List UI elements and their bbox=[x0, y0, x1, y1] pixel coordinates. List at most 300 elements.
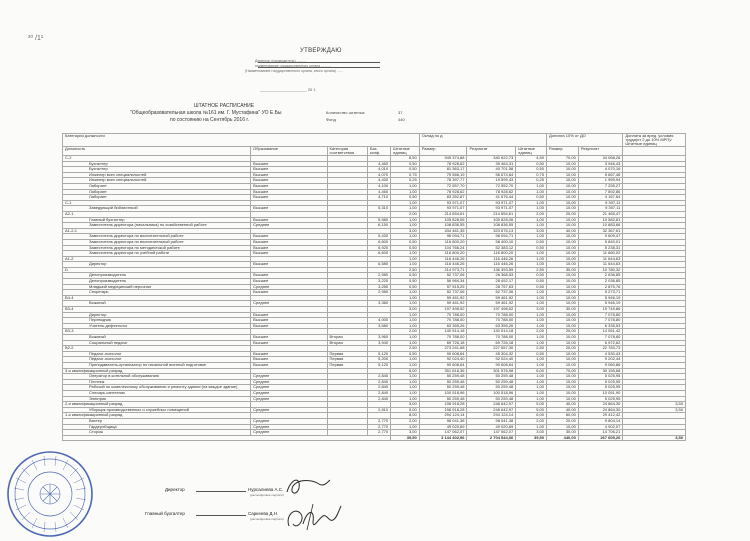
br-cell: 6 972,62 bbox=[578, 340, 623, 346]
position-cell: Электрик bbox=[63, 396, 251, 402]
res-cell: 40 701,58 bbox=[467, 167, 516, 173]
res-cell: 70 788,00 bbox=[467, 318, 516, 324]
size-cell: 59 461,92 bbox=[419, 301, 467, 307]
coef-cell: 3,360 bbox=[367, 301, 390, 307]
coef-cell: 5,120 bbox=[367, 362, 390, 368]
res-cell: 39 464,31 bbox=[467, 161, 516, 167]
edu-cell: Высшее bbox=[251, 290, 327, 296]
header-bonus-result: Результат bbox=[578, 147, 623, 156]
bz-cell: 40,00 bbox=[547, 402, 579, 408]
position-cell: Рабочий по комплексному обслуживанию и ремонту здания (на каждое здание) bbox=[63, 385, 251, 391]
bz-cell: 10,00 bbox=[547, 379, 579, 385]
category-cell: В3-3 bbox=[63, 329, 251, 335]
su-cell: 1,00 bbox=[391, 323, 420, 329]
approve-underline-2 bbox=[258, 67, 380, 68]
position-cell: Директор bbox=[63, 262, 251, 268]
size-cell: 96 094,71 bbox=[419, 234, 467, 240]
br-cell: 32 367,61 bbox=[578, 228, 623, 234]
bz-cell: 10,00 bbox=[547, 239, 579, 245]
bs-cell: 1,00 bbox=[516, 206, 547, 212]
coef-cell: 3,960 bbox=[367, 335, 390, 341]
res-cell: 72 552,70 bbox=[467, 183, 516, 189]
su-cell: 3,00 bbox=[391, 228, 420, 234]
res-cell: 26 368,53 bbox=[467, 273, 516, 279]
count-label-1: Количество штатных bbox=[326, 110, 365, 115]
bz-cell: 10,00 bbox=[547, 245, 579, 251]
doc-org: "Общеобразовательная школа №161 им. Г. Мустафина" УО Е.Бы bbox=[130, 110, 282, 116]
total-bonus-result: 267 605,20 bbox=[578, 435, 623, 441]
bz-cell: 10,00 bbox=[547, 374, 579, 380]
su-cell: 0,50 bbox=[391, 167, 420, 173]
coef-cell: 4,000 bbox=[367, 318, 390, 324]
category-cell: В4-4 bbox=[63, 295, 251, 301]
category-cell: В3-4 bbox=[63, 307, 251, 313]
su-cell: 2,50 bbox=[391, 267, 420, 273]
bs-cell: 1,00 bbox=[516, 357, 547, 363]
approve-date: _____________________ 20 1 bbox=[260, 87, 316, 92]
coef-cell: 4,430 bbox=[367, 178, 390, 184]
edu-cell: Высшее bbox=[251, 239, 327, 245]
bz-cell: 10,00 bbox=[547, 195, 579, 201]
su-cell: 1,00 bbox=[391, 295, 420, 301]
coef-cell: 2,840 bbox=[367, 396, 390, 402]
edu-cell: Высшее bbox=[251, 172, 327, 178]
edu-cell: Высшее bbox=[251, 262, 327, 268]
category-cell: А1-2-1 bbox=[63, 228, 251, 234]
bz-cell: 10,00 bbox=[547, 323, 579, 329]
size-cell: 70 788,00 bbox=[419, 318, 467, 324]
edu-cell: Высшее bbox=[251, 318, 327, 324]
coef-cell: 4,070 bbox=[367, 172, 390, 178]
size-cell: 93 971,07 bbox=[419, 200, 467, 206]
su-cell: 3,00 bbox=[391, 430, 420, 436]
br-cell: 24 864,30 bbox=[578, 402, 623, 408]
category-cell: 1-я квалификационный разряд bbox=[63, 413, 251, 419]
bs-cell: 0,50 bbox=[516, 161, 547, 167]
su-cell: 0,50 bbox=[391, 273, 420, 279]
res-cell: 116 446,26 bbox=[467, 256, 516, 262]
edu-cell: Высшее bbox=[251, 167, 327, 173]
position-cell: Инженер всех специальностей bbox=[63, 172, 251, 178]
bs-cell: 1,00 bbox=[516, 318, 547, 324]
coef-cell: 4,460 bbox=[367, 161, 390, 167]
coef-cell: 2,840 bbox=[367, 379, 390, 385]
size-cell: 90 608,64 bbox=[419, 362, 467, 368]
bs-cell: 2,50 bbox=[516, 346, 547, 352]
br-cell: 11 644,63 bbox=[578, 256, 623, 262]
br-cell: 10 051,90 bbox=[578, 390, 623, 396]
su-cell: 0,50 bbox=[391, 351, 420, 357]
size-cell: 197 498,52 bbox=[419, 307, 467, 313]
edu-cell: Среднее bbox=[251, 390, 327, 396]
size-cell: 78 928,62 bbox=[419, 189, 467, 195]
coef-cell: 3,220 bbox=[367, 279, 390, 285]
position-cell: Делопроизводитель bbox=[63, 279, 251, 285]
bz-cell: 10,00 bbox=[547, 273, 579, 279]
table-header bbox=[63, 134, 686, 156]
res-cell: 227 557,30 bbox=[467, 346, 516, 352]
signature-line-accountant bbox=[196, 515, 246, 516]
coef-cell: 6,150 bbox=[367, 223, 390, 229]
size-cell: 116 446,26 bbox=[419, 256, 467, 262]
position-cell: Лаборант bbox=[63, 189, 251, 195]
res-cell: 214 654,61 bbox=[467, 211, 516, 217]
official-stamp bbox=[4, 448, 96, 540]
coef-cell: 6,600 bbox=[367, 251, 390, 257]
bs-cell: 1,00 bbox=[516, 335, 547, 341]
res-cell: 294 124,14 bbox=[467, 413, 516, 419]
approve-underline-1 bbox=[258, 62, 380, 63]
bs-cell: 0,50 bbox=[516, 351, 547, 357]
res-cell: 58 400,10 bbox=[467, 239, 516, 245]
size-cell: 52 737,06 bbox=[419, 290, 467, 296]
bs-cell: 1,00 bbox=[516, 295, 547, 301]
bs-cell: 1,00 bbox=[516, 183, 547, 189]
category-cell: 2-я квалификационный разряд bbox=[63, 402, 251, 408]
director-handwritten-signature bbox=[283, 474, 333, 500]
size-cell: 116 800,20 bbox=[419, 239, 467, 245]
res-cell: 147 062,07 bbox=[467, 430, 516, 436]
bs-cell: 1,00 bbox=[516, 223, 547, 229]
su-cell: 0,25 bbox=[391, 178, 420, 184]
res-cell: 41 676,44 bbox=[467, 195, 516, 201]
size-cell: 108 836,55 bbox=[419, 223, 467, 229]
su-cell: 2,00 bbox=[391, 418, 420, 424]
header-size: Размер bbox=[419, 147, 467, 156]
size-cell: 434 461,35 bbox=[419, 228, 467, 234]
category-cell: С-2 bbox=[63, 156, 251, 162]
signature-sub-accountant: (расшифровка подписи) bbox=[250, 517, 284, 521]
bs-cell: 1,00 bbox=[516, 262, 547, 268]
res-cell: 116 800,20 bbox=[467, 251, 516, 257]
bz-cell: 10,00 bbox=[547, 312, 579, 318]
bz-cell: 10,00 bbox=[547, 172, 579, 178]
res-cell: 116 446,26 bbox=[467, 262, 516, 268]
bz-cell: 10,00 bbox=[547, 178, 579, 184]
signature-role-accountant: Главный бухгалтер bbox=[145, 511, 185, 516]
size-cell: 90 608,64 bbox=[419, 351, 467, 357]
position-cell: Гардеробщица bbox=[63, 424, 251, 430]
bz-cell: 60,00 bbox=[547, 413, 579, 419]
bs-cell: 1,00 bbox=[516, 256, 547, 262]
res-cell: 69 726,18 bbox=[467, 340, 516, 346]
br-cell: 10 883,66 bbox=[578, 223, 623, 229]
res-cell: 45 304,32 bbox=[467, 351, 516, 357]
bs-cell: 0,25 bbox=[516, 178, 547, 184]
size-cell: 50 259,48 bbox=[419, 379, 467, 385]
br-cell: 5 946,19 bbox=[578, 301, 623, 307]
br-cell: 1 959,94 bbox=[578, 178, 623, 184]
br-cell: 11 644,63 bbox=[578, 262, 623, 268]
br-cell: 9 060,86 bbox=[578, 362, 623, 368]
size-cell: 70 788,00 bbox=[419, 335, 467, 341]
su-cell: 0,50 bbox=[391, 279, 420, 285]
bs-cell: 0,50 bbox=[516, 279, 547, 285]
bz-cell: 10,00 bbox=[547, 217, 579, 223]
res-cell: 70 788,00 bbox=[467, 335, 516, 341]
header-result: Результат bbox=[467, 147, 516, 156]
coef-cell: 2,840 bbox=[367, 390, 390, 396]
position-cell: Заместитель директора по воспитательной работе bbox=[63, 239, 251, 245]
bs-cell: 1,00 bbox=[516, 396, 547, 402]
category-cell: А2-1 bbox=[63, 211, 251, 217]
su-cell: 1,00 bbox=[391, 290, 420, 296]
su-cell: 1,00 bbox=[391, 262, 420, 268]
category-cell: А1-2 bbox=[63, 256, 251, 262]
bz-cell: 10,00 bbox=[547, 256, 579, 262]
coef-cell: 5,310 bbox=[367, 206, 390, 212]
br-cell: 4 902,07 bbox=[578, 424, 623, 430]
res-cell: 96 094,71 bbox=[467, 234, 516, 240]
header-staff-units: Штатные единиц bbox=[391, 147, 420, 156]
edu-cell: Высшее bbox=[251, 335, 327, 341]
size-cell: 81 363,17 bbox=[419, 167, 467, 173]
br-cell: 9 804,14 bbox=[578, 418, 623, 424]
bs-cell: 1,00 bbox=[516, 251, 547, 257]
bs-cell: 6,00 bbox=[516, 368, 547, 374]
header-category: Категория должности bbox=[63, 134, 420, 147]
size-cell: 69 726,18 bbox=[419, 340, 467, 346]
bs-cell: 1,00 bbox=[516, 340, 547, 346]
res-cell: 100 518,96 bbox=[467, 390, 516, 396]
su-cell: 5,00 bbox=[391, 402, 420, 408]
edu-cell: Высшее bbox=[251, 251, 327, 257]
edu-cell: Среднее bbox=[251, 284, 327, 290]
coef-cell: 2,770 bbox=[367, 418, 390, 424]
bz-cell: 10,00 bbox=[547, 234, 579, 240]
bs-cell: 1,00 bbox=[516, 189, 547, 195]
bs-cell: 0,50 bbox=[516, 195, 547, 201]
edu-cell: Среднее bbox=[251, 379, 327, 385]
bz-cell: 10,00 bbox=[547, 279, 579, 285]
su-cell: 1,00 bbox=[391, 189, 420, 195]
position-cell: Младший медицинский персонал bbox=[63, 284, 251, 290]
br-cell: 5 025,95 bbox=[578, 396, 623, 402]
staff-table bbox=[62, 133, 686, 441]
bz-cell: 10,00 bbox=[547, 262, 579, 268]
res-cell: 248 642,97 bbox=[467, 407, 516, 413]
size-cell: 56 984,34 bbox=[419, 279, 467, 285]
bs-cell: 1,00 bbox=[516, 323, 547, 329]
br-cell: 4 167,64 bbox=[578, 195, 623, 201]
coef-cell: 4,010 bbox=[367, 167, 390, 173]
size-cell: 351 616,36 bbox=[419, 368, 467, 374]
position-cell: Учитель-дефектолог bbox=[63, 323, 251, 329]
br-cell: 10 582,81 bbox=[578, 217, 623, 223]
edu-cell: Высшее bbox=[251, 217, 327, 223]
su-cell: 6,00 bbox=[391, 368, 420, 374]
header-position: Должность bbox=[63, 147, 251, 156]
bs-cell: 0,50 bbox=[516, 245, 547, 251]
category-cell: D bbox=[63, 267, 251, 273]
size-cell: 92 024,40 bbox=[419, 357, 467, 363]
position-cell: Бухгалтер bbox=[63, 161, 251, 167]
res-cell: 98 041,38 bbox=[467, 418, 516, 424]
total-size: 3 144 402,96 bbox=[419, 435, 467, 441]
res-cell: 248 642,97 bbox=[467, 402, 516, 408]
bz-cell: 10,00 bbox=[547, 396, 579, 402]
header-bonus-staff: Штатные единиц bbox=[516, 147, 547, 156]
su-cell: 1,00 bbox=[391, 251, 420, 257]
total-bonus-staff: 39,50 bbox=[516, 435, 547, 441]
position-cell: Директор bbox=[63, 312, 251, 318]
approve-line-2: наименование государственного органа .......... bbox=[255, 64, 331, 68]
position-cell: Главный бухгалтер bbox=[63, 217, 251, 223]
res-cell: 140 514,18 bbox=[467, 329, 516, 335]
edu-cell: Среднее bbox=[251, 430, 327, 436]
bs-cell: 2,00 bbox=[516, 211, 547, 217]
bz-cell: 70,00 bbox=[547, 156, 579, 162]
size-cell: 273 241,68 bbox=[419, 346, 467, 352]
br-cell: 9 202,44 bbox=[578, 357, 623, 363]
edu-cell: Высшее bbox=[251, 323, 327, 329]
header-bonus: Доплата 10% от ДО bbox=[547, 134, 623, 147]
br-cell: 14 706,21 bbox=[578, 430, 623, 436]
position-cell: Заместитель директора по учебной работе bbox=[63, 251, 251, 257]
position-cell: Слесарь-сантехник bbox=[63, 390, 251, 396]
su-cell: 1,00 bbox=[391, 200, 420, 206]
size-cell: 50 259,48 bbox=[419, 385, 467, 391]
su-cell: 0,50 bbox=[391, 245, 420, 251]
bs-cell: 0,50 bbox=[516, 284, 547, 290]
su-cell: 1,00 bbox=[391, 357, 420, 363]
su-cell: 1,00 bbox=[391, 374, 420, 380]
totals-label bbox=[63, 435, 391, 441]
position-cell: Переводчик bbox=[63, 318, 251, 324]
position-cell: Вожатый bbox=[63, 335, 251, 341]
approve-line-3: (Наименование государственного органа, иного органа) ...... bbox=[245, 69, 343, 73]
corner-mark: ³⁰ /1¹ bbox=[28, 35, 44, 42]
bs-cell: 4,50 bbox=[516, 156, 547, 162]
br-cell: 11 680,02 bbox=[578, 251, 623, 257]
size-cell: 949 374,88 bbox=[419, 156, 467, 162]
category-cell: 3-я квалификационный разряд bbox=[63, 368, 251, 374]
qc-cell: Вторая bbox=[327, 340, 367, 346]
bs-cell: 0,50 bbox=[516, 239, 547, 245]
bs-cell: 2,00 bbox=[516, 418, 547, 424]
su-cell: 2,50 bbox=[391, 346, 420, 352]
signature-sub-director: (расшифровка подписи) bbox=[250, 493, 284, 497]
coef-cell: 2,770 bbox=[367, 424, 390, 430]
size-cell: 57 515,25 bbox=[419, 284, 467, 290]
su-cell: 2,00 bbox=[391, 329, 420, 335]
su-cell: 1,00 bbox=[391, 362, 420, 368]
res-cell: 93 971,07 bbox=[467, 200, 516, 206]
res-cell: 197 498,52 bbox=[467, 307, 516, 313]
br-cell: 5 946,19 bbox=[578, 295, 623, 301]
coef-cell: 3,940 bbox=[367, 340, 390, 346]
br-cell: 7 078,80 bbox=[578, 312, 623, 318]
res-cell: 90 608,64 bbox=[467, 362, 516, 368]
bs-cell: 0,50 bbox=[516, 167, 547, 173]
br-cell: 9 397,11 bbox=[578, 206, 623, 212]
size-cell: 294 124,14 bbox=[419, 413, 467, 419]
br-cell: 19 749,86 bbox=[578, 307, 623, 313]
coef-cell: 3,580 bbox=[367, 323, 390, 329]
coef-cell: 5,120 bbox=[367, 351, 390, 357]
su-cell: 3,00 bbox=[391, 307, 420, 313]
position-cell: Сторож bbox=[63, 430, 251, 436]
edu-cell: Высшее bbox=[251, 340, 327, 346]
bz-cell: 10,00 bbox=[547, 301, 579, 307]
res-cell: 92 024,40 bbox=[467, 357, 516, 363]
position-cell: Заведующий библиотекой bbox=[63, 206, 251, 212]
category-cell: С-1 bbox=[63, 200, 251, 206]
su-cell: 1,00 bbox=[391, 379, 420, 385]
size-cell: 98 041,38 bbox=[419, 418, 467, 424]
coef-cell: 4,460 bbox=[367, 189, 390, 195]
coef-cell: 2,840 bbox=[367, 385, 390, 391]
br-cell: 10 780,32 bbox=[578, 267, 623, 273]
size-cell: 63 355,26 bbox=[419, 323, 467, 329]
coef-cell: 2,810 bbox=[367, 407, 390, 413]
bz-cell: 10,00 bbox=[547, 424, 579, 430]
position-cell: Педагог-психолог bbox=[63, 357, 251, 363]
su-cell: 5,00 bbox=[391, 407, 420, 413]
res-cell: 52 737,06 bbox=[467, 290, 516, 296]
size-cell: 116 446,26 bbox=[419, 262, 467, 268]
su-cell: 0,50 bbox=[391, 161, 420, 167]
bs-cell: 6,00 bbox=[516, 413, 547, 419]
br-cell: 6 335,53 bbox=[578, 323, 623, 329]
su-cell: 1,00 bbox=[391, 183, 420, 189]
bs-cell: 1,00 bbox=[516, 200, 547, 206]
res-cell: 78 928,62 bbox=[467, 189, 516, 195]
edu-cell: Среднее bbox=[251, 223, 327, 229]
res-cell: 28 757,63 bbox=[467, 284, 516, 290]
bz-cell: 10,00 bbox=[547, 167, 579, 173]
bs-cell: 1,00 bbox=[516, 385, 547, 391]
bz-cell: 70,00 bbox=[547, 368, 579, 374]
edu-cell: Высшее bbox=[251, 161, 327, 167]
total-bonus-size: 440,00 bbox=[547, 435, 579, 441]
bs-cell: 1,00 bbox=[516, 217, 547, 223]
signature-name-director: Нурсалиева А.С. bbox=[248, 487, 284, 492]
coef-cell: 2,980 bbox=[367, 290, 390, 296]
br-cell: 7 892,86 bbox=[578, 189, 623, 195]
su-cell: 1,00 bbox=[391, 217, 420, 223]
bz-cell: 10,00 bbox=[547, 200, 579, 206]
bz-cell: 10,00 bbox=[547, 290, 579, 296]
signature-role-director: Директор bbox=[165, 487, 185, 492]
category-cell: В2-2 bbox=[63, 346, 251, 352]
res-cell: 56 674,64 bbox=[467, 172, 516, 178]
coef-cell: 5,430 bbox=[367, 234, 390, 240]
su-cell: 1,00 bbox=[391, 424, 420, 430]
res-cell: 63 355,26 bbox=[467, 323, 516, 329]
position-cell: Лаборант bbox=[63, 183, 251, 189]
bz-cell: 40,00 bbox=[547, 407, 579, 413]
bz-cell: 10,00 bbox=[547, 351, 579, 357]
size-cell: 140 514,18 bbox=[419, 329, 467, 335]
res-cell: 49 020,69 bbox=[467, 424, 516, 430]
position-cell: Социальный педагог bbox=[63, 340, 251, 346]
res-cell: 59 461,92 bbox=[467, 295, 516, 301]
br-cell: 29 412,42 bbox=[578, 413, 623, 419]
br-cell: 30 155,68 bbox=[578, 368, 623, 374]
br-cell: 5 238,31 bbox=[578, 245, 623, 251]
size-cell: 116 800,20 bbox=[419, 251, 467, 257]
coef-cell: 4,710 bbox=[367, 195, 390, 201]
position-cell: Секретарь bbox=[63, 290, 251, 296]
approve-line-1: Директор (руководитель) .......... bbox=[255, 59, 307, 63]
bs-cell: 2,00 bbox=[516, 329, 547, 335]
accountant-handwritten-signature bbox=[283, 500, 343, 536]
size-cell: 72 557,70 bbox=[419, 183, 467, 189]
res-cell: 50 259,48 bbox=[467, 385, 516, 391]
size-cell: 93 971,07 bbox=[419, 206, 467, 212]
size-cell: 50 259,48 bbox=[419, 396, 467, 402]
